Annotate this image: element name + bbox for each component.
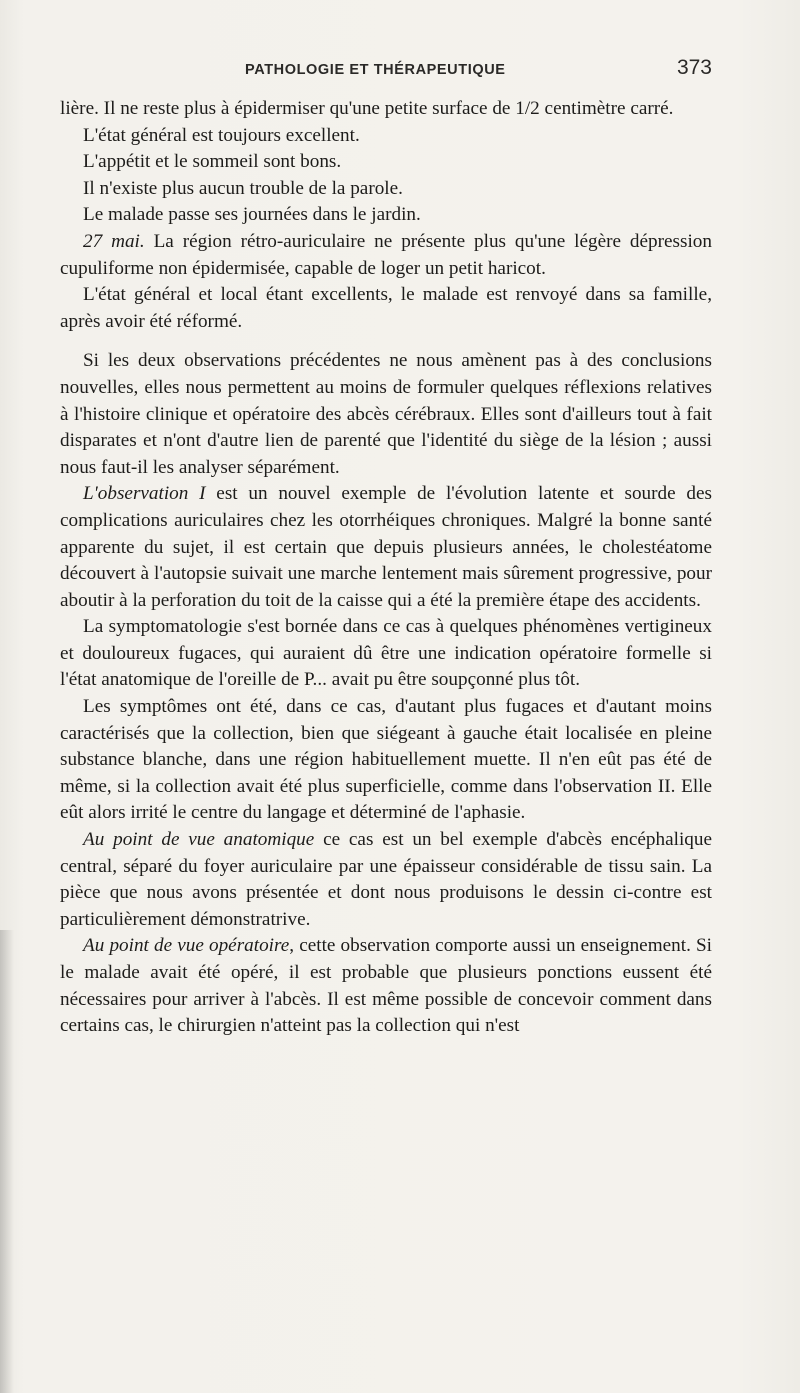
paragraph: L'état général et local étant excellents, le malade est renvoyé dans sa famille, après avoir été réformé.	[60, 284, 712, 332]
paragraph-text: La région rétro-auriculaire ne présente plus qu'une légère dépression cupuliforme non épidermisée, capable de loger un petit haricot.	[60, 230, 712, 279]
italic-lead: Au point de vue anatomique	[83, 829, 315, 851]
italic-lead: Au point de vue opératoire	[83, 935, 290, 957]
paragraph: lière. Il ne reste plus à épidermiser qu'une petite surface de 1/2 centimètre carré.	[60, 98, 674, 119]
paragraph: Si les deux observations précédentes ne nous amènent pas à des conclusions nouvelles, elles nous permettent au moins de formuler quelques réflexions relatives à l'histoire clinique et opératoire des abcès cérébraux. Elles sont d'ailleurs tout à fait disparates et n'ont d'autre lien de parenté que l'identité du siège de la lésion ; aussi nous faut-il les analyser séparément.	[60, 350, 712, 478]
paragraph	[60, 481, 712, 614]
paragraph: La symptomatologie s'est bornée dans ce cas à quelques phénomènes vertigineux et douloureux fugaces, qui auraient dû être une indication opératoire formelle si l'état anatomique de l'oreille de P... avait pu être soupçonné plus tôt.	[60, 616, 712, 691]
paragraph	[60, 229, 712, 282]
date-lead: 27 mai.	[83, 230, 145, 252]
paragraph: L'état général est toujours excellent.	[83, 124, 360, 146]
italic-lead: L'observation I	[83, 483, 206, 505]
paragraph-text: ce cas est un bel exemple d'abcès encéphalique central, séparé du foyer auriculaire par une épaisseur considérable de tissu sain. La pièce que nous avons présentée et dont nous produisons le dessin ci-contre est particulièrement démonstratrive.	[60, 829, 712, 930]
page-number: 373	[676, 56, 712, 79]
paragraph	[60, 933, 712, 1039]
paragraph: Il n'existe plus aucun trouble de la parole.	[83, 177, 403, 199]
paragraph: Le malade passe ses journées dans le jardin.	[83, 204, 421, 226]
paragraph-text: , cette observation comporte aussi un enseignement. Si le malade avait été opéré, il est probable que plusieurs ponctions eussent été nécessaires pour arriver à l'abcès. Il est même possible de concevoir comment dans certains cas, le chirurgien n'atteint pas la collection qui n'est	[60, 935, 712, 1037]
running-title: PATHOLOGIE ET THÉRAPEUTIQUE	[245, 62, 506, 78]
body-text	[60, 96, 712, 1040]
paragraph: L'appétit et le sommeil sont bons.	[83, 151, 342, 173]
paragraph-text: est un nouvel exemple de l'évolution latente et sourde des complications auriculaires chez les otorrhéiques chroniques. Malgré la bonne santé apparente du sujet, il est certain que depuis plusieurs années, le cholestéatome découvert à l'autopsie suivait une marche lentement mais sûrement progressive, pour aboutir à la perforation du toit de la caisse qui a été la première étape des accidents.	[60, 483, 712, 611]
paragraph: Les symptômes ont été, dans ce cas, d'autant plus fugaces et d'autant moins caractérisés que la collection, bien que siégeant à gauche était localisée en pleine substance blanche, dans une région habituellement muette. Il n'en eût pas été de même, si la collection avait été plus superficielle, comme dans l'observation II. Elle eût alors irrité le centre du langage et déterminé de l'aphasie.	[60, 696, 712, 824]
paragraph	[60, 827, 712, 933]
page-edge-shadow	[0, 930, 14, 1393]
page-header	[60, 52, 712, 84]
